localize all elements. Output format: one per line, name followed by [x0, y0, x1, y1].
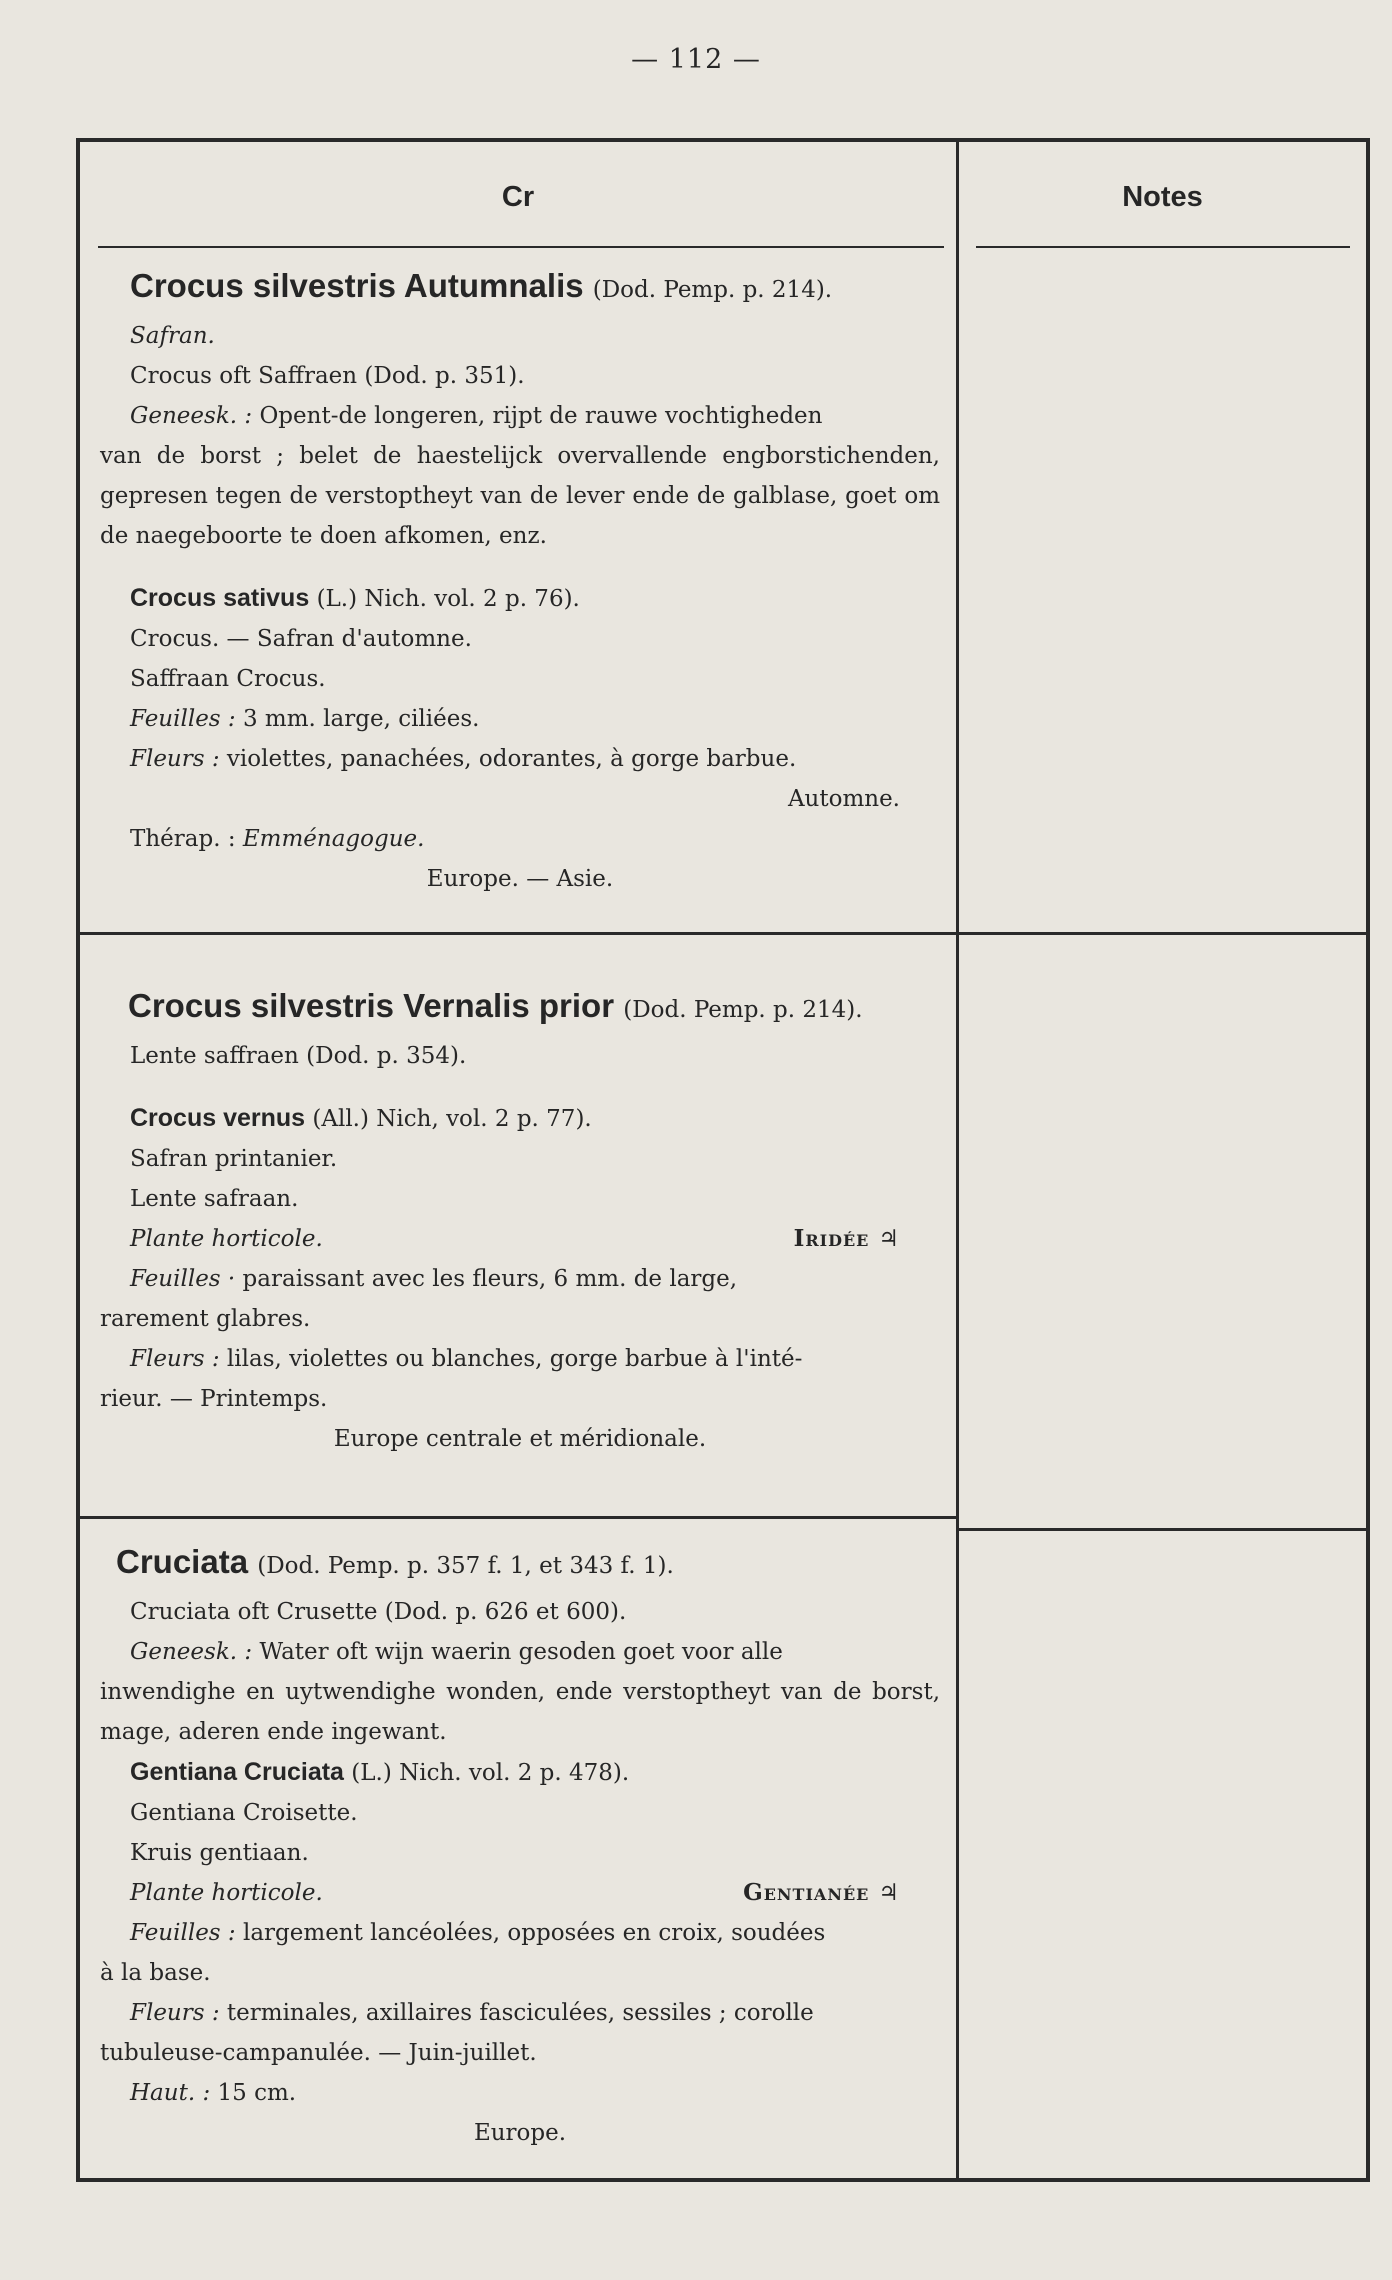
fleurs-text: violettes, panachées, odorantes, à gorge barbue.: [226, 746, 797, 772]
common-names-fr: Safran printanier.: [130, 1146, 338, 1172]
geneesk-text-cont: inwendighe en uytwendighe wonden, ende verstoptheyt van de borst, mage, aderen ende ingewant.: [100, 1679, 940, 1745]
fleurs-label: Fleurs :: [130, 1346, 220, 1372]
species-name: Crocus vernus: [130, 1104, 306, 1132]
entry-title: Crocus silvestris Vernalis prior: [128, 987, 615, 1024]
entry-separator: [80, 932, 956, 935]
fleurs-text-cont: rieur. — Printemps.: [100, 1386, 328, 1412]
geneesk-text: Opent-de longeren, rijpt de rauwe vochtigheden: [259, 403, 823, 429]
feuilles-label: Feuilles :: [130, 706, 236, 732]
therap-text: Emménagogue.: [242, 826, 425, 852]
common-names-fr: Crocus. — Safran d'automne.: [130, 626, 472, 652]
season: Automne.: [787, 786, 900, 812]
species-reference: (All.) Nich, vol. 2 p. 77).: [312, 1106, 592, 1132]
notes-separator: [959, 1528, 1366, 1531]
geneesk-label: Geneesk. :: [130, 403, 253, 429]
header-cr: Cr: [501, 181, 535, 213]
fleurs-text-cont: tubuleuse-campanulée. — Juin-juillet.: [100, 2040, 537, 2066]
common-names-fr: Gentiana Croisette.: [130, 1800, 358, 1826]
haut-label: Haut. :: [130, 2080, 211, 2106]
species-name: Crocus sativus: [130, 584, 310, 612]
geneesk-text: Water oft wijn waerin gesoden goet voor alle: [259, 1639, 783, 1665]
header-notes: Notes: [1122, 181, 1203, 213]
haut-text: 15 cm.: [217, 2080, 297, 2106]
notes-separator: [959, 932, 1366, 935]
entry-crocus-autumnalis: [100, 260, 940, 899]
species-reference: (L.) Nich. vol. 2 p. 76).: [316, 586, 580, 612]
synonym: Lente saffraen (Dod. p. 354).: [130, 1043, 467, 1069]
table-frame: [76, 138, 1370, 2182]
synonym: Cruciata oft Crusette (Dod. p. 626 et 600).: [130, 1599, 627, 1625]
header-rule: [98, 246, 944, 248]
entry-reference: (Dod. Pemp. p. 357 f. 1, et 343 f. 1).: [257, 1553, 674, 1579]
feuilles-text: 3 mm. large, ciliées.: [242, 706, 480, 732]
fleurs-label: Fleurs :: [130, 2000, 220, 2026]
entry-reference: (Dod. Pemp. p. 214).: [623, 997, 863, 1023]
plante-horticole: Plante horticole.: [130, 1880, 323, 1906]
fleurs-text: terminales, axillaires fasciculées, sessiles ; corolle: [226, 2000, 814, 2026]
species-name: Gentiana Cruciata: [130, 1758, 344, 1786]
entry-cruciata: [100, 1536, 940, 2153]
entry-title: Cruciata: [116, 1543, 249, 1580]
synonym: Crocus oft Saffraen (Dod. p. 351).: [130, 363, 525, 389]
page-number: — 112 —: [631, 44, 761, 75]
header-rule-notes: [976, 246, 1350, 248]
entry-reference: (Dod. Pemp. p. 214).: [592, 277, 833, 303]
fleurs-text: lilas, violettes ou blanches, gorge barbue à l'inté-: [226, 1346, 803, 1372]
species-reference: (L.) Nich. vol. 2 p. 478).: [351, 1760, 630, 1786]
plante-horticole: Plante horticole.: [130, 1226, 323, 1252]
feuilles-text-cont: à la base.: [100, 1960, 211, 1986]
family-badge: Iridée ♃: [793, 1225, 900, 1252]
entry-title: Crocus silvestris Autumnalis: [130, 267, 584, 304]
common-names-nl: Saffraan Crocus.: [130, 666, 326, 692]
column-divider: [956, 142, 959, 2178]
geneesk-text-cont: van de borst ; belet de haestelijck overvallende engborstichenden, gepresen tegen de verstoptheyt van de lever ende de galblase, goet om de naegeboorte te doen afkomen, enz.: [100, 443, 940, 549]
feuilles-text: paraissant avec les fleurs, 6 mm. de large,: [242, 1266, 738, 1292]
entry-separator: [80, 1516, 956, 1519]
therap-label: Thérap. :: [130, 826, 236, 852]
family-badge: Gentianée ♃: [743, 1879, 900, 1906]
geneesk-label: Geneesk. :: [130, 1639, 253, 1665]
entry-crocus-vernalis: [100, 980, 940, 1459]
feuilles-text-cont: rarement glabres.: [100, 1306, 311, 1332]
common-name: Safran.: [130, 323, 215, 349]
distribution: Europe. — Asie.: [426, 866, 614, 892]
feuilles-text: largement lancéolées, opposées en croix, soudées: [242, 1920, 826, 1946]
feuilles-label: Feuilles :: [130, 1920, 236, 1946]
fleurs-label: Fleurs :: [130, 746, 220, 772]
feuilles-label: Feuilles ·: [130, 1266, 236, 1292]
common-names-nl: Lente safraan.: [130, 1186, 299, 1212]
distribution: Europe.: [473, 2120, 567, 2146]
common-names-nl: Kruis gentiaan.: [130, 1840, 309, 1866]
distribution: Europe centrale et méridionale.: [333, 1426, 707, 1452]
